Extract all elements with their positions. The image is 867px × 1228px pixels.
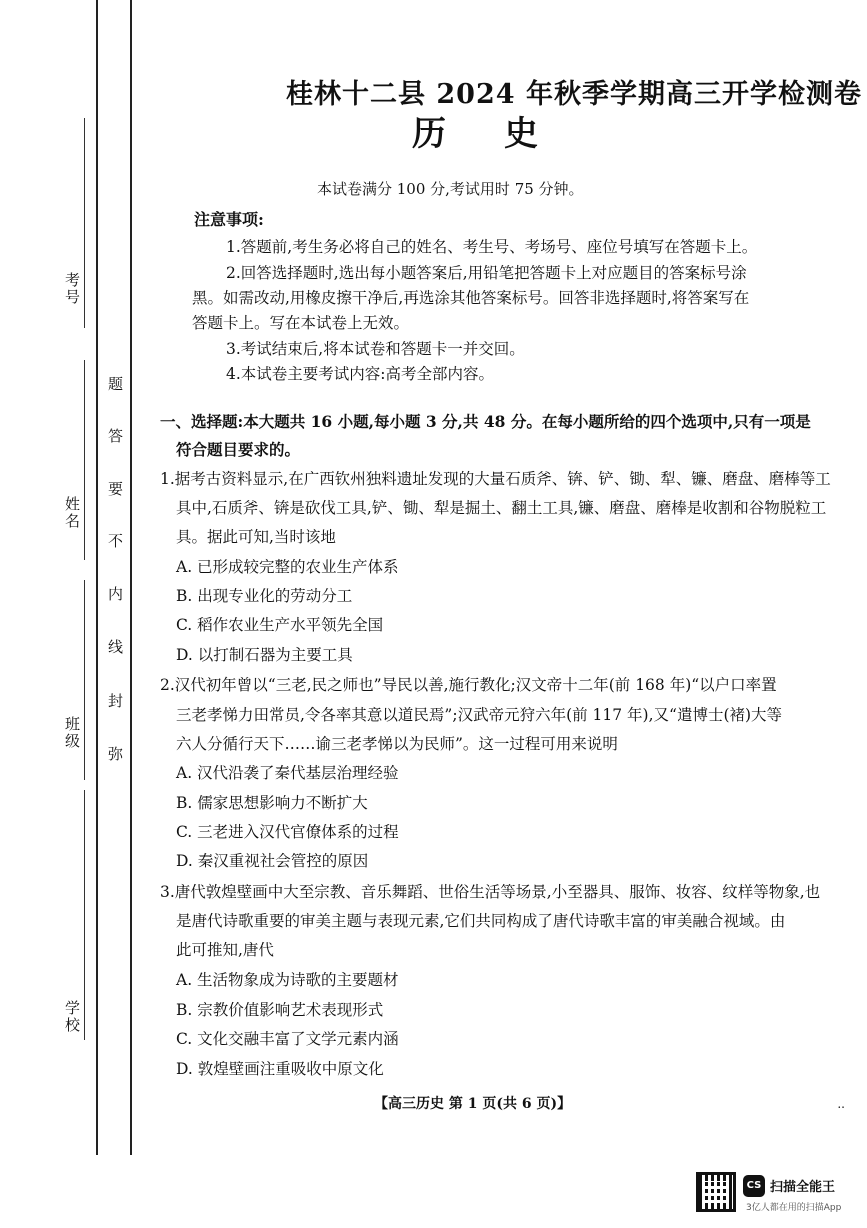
question-2-stem: 2.汉代初年曾以“三老,民之师也”导民以善,施行教化;汉文帝十二年(前 168 年)“以户口率置 <box>160 676 777 694</box>
question-1-option-b: B. 出现专业化的劳动分工 <box>176 587 353 605</box>
exam-title: 桂林十二县 2024 年秋季学期高三开学检测卷 <box>286 79 862 110</box>
question-1-stem: 具中,石质斧、锛是砍伐工具,铲、锄、犁是掘土、翻土工具,镰、磨盘、磨棒是收割和谷物脱粒工 <box>176 499 827 517</box>
notice-line: 3.考试结束后,将本试卷和答题卡一并交回。 <box>226 340 525 358</box>
question-2-option-b: B. 儒家思想影响力不断扩大 <box>176 794 368 812</box>
question-1-option-d: D. 以打制石器为主要工具 <box>176 646 353 664</box>
question-2-option-c: C. 三老进入汉代官僚体系的过程 <box>176 823 399 841</box>
school-underline <box>84 790 85 1040</box>
question-2-stem: 三老孝悌力田常员,令各率其意以道民焉”;汉武帝元狩六年(前 117 年),又“遣博士(褚)大等 <box>176 706 783 724</box>
seal-char: 内 <box>108 585 124 603</box>
question-3-stem: 是唐代诗歌重要的审美主题与表现元素,它们共同构成了唐代诗歌丰富的审美融合视域。由 <box>176 912 786 930</box>
notice-heading: 注意事项: <box>194 210 264 229</box>
notice-line: 2.回答选择题时,选出每小题答案后,用铅笔把答题卡上对应题目的答案标号涂 <box>226 264 747 282</box>
seal-char: 题 <box>108 375 124 393</box>
seal-char: 封 <box>108 692 124 710</box>
question-3-option-d: D. 敦煌壁画注重吸收中原文化 <box>176 1060 384 1078</box>
seal-char: 弥 <box>108 745 124 763</box>
notice-line: 答题卡上。写在本试卷上无效。 <box>192 314 410 332</box>
question-3-option-b: B. 宗教价值影响艺术表现形式 <box>176 1001 384 1019</box>
footer-dots: .. <box>837 1097 845 1111</box>
question-2-option-d: D. 秦汉重视社会管控的原因 <box>176 852 369 870</box>
question-3-option-a: A. 生活物象成为诗歌的主要题材 <box>176 971 399 989</box>
scanner-tagline: 3亿人都在用的扫描App <box>746 1203 842 1213</box>
question-3-stem: 此可推知,唐代 <box>176 941 274 959</box>
section-heading-cont: 符合题目要求的。 <box>176 440 301 459</box>
question-2-stem: 六人分循行天下……谕三老孝悌以为民师”。这一过程可用来说明 <box>176 735 618 753</box>
seal-char: 答 <box>108 427 124 445</box>
subject-title: 历史 <box>412 114 596 154</box>
exam-info: 本试卷满分 100 分,考试用时 75 分钟。 <box>317 180 584 198</box>
qr-code-icon <box>696 1172 736 1212</box>
notice-line: 4.本试卷主要考试内容:高考全部内容。 <box>226 365 495 383</box>
question-1-stem: 1.据考古资料显示,在广西钦州独料遗址发现的大量石质斧、锛、铲、锄、犁、镰、磨盘、磨棒等工 <box>160 470 831 488</box>
question-1-stem: 具。据此可知,当时该地 <box>176 528 336 546</box>
class-underline <box>84 580 85 780</box>
question-3-stem: 3.唐代敦煌壁画中大至宗教、音乐舞蹈、世俗生活等场景,小至器具、服饰、妆容、纹样等物象,也 <box>160 883 821 901</box>
seal-char: 要 <box>108 480 124 498</box>
camscanner-logo-icon: CS <box>743 1175 765 1197</box>
school-label: 学校 <box>63 1000 81 1034</box>
question-3-option-c: C. 文化交融丰富了文学元素内涵 <box>176 1030 399 1048</box>
seal-char: 不 <box>108 532 124 550</box>
page-footer: 【高三历史 第 1 页(共 6 页)】 <box>374 1096 572 1112</box>
notice-line: 黑。如需改动,用橡皮擦干净后,再选涂其他答案标号。回答非选择题时,将答案写在 <box>192 289 750 307</box>
name-underline <box>84 360 85 560</box>
seal-char: 线 <box>108 638 124 656</box>
name-label: 姓名 <box>63 496 81 530</box>
exam-number-underline <box>84 118 85 328</box>
question-1-option-c: C. 稻作农业生产水平领先全国 <box>176 616 384 634</box>
scanner-app-name: 扫描全能王 <box>770 1180 836 1195</box>
question-1-option-a: A. 已形成较完整的农业生产体系 <box>176 558 399 576</box>
binding-line-inner <box>130 0 132 1155</box>
binding-line-outer <box>96 0 98 1155</box>
exam-number-label: 考号 <box>63 272 81 306</box>
class-label: 班级 <box>63 716 81 750</box>
section-heading: 一、选择题:本大题共 16 小题,每小题 3 分,共 48 分。在每小题所给的四个选项中,只有一项是 <box>160 412 811 431</box>
question-2-option-a: A. 汉代沿袭了秦代基层治理经验 <box>176 764 399 782</box>
notice-line: 1.答题前,考生务必将自己的姓名、考生号、考场号、座位号填写在答题卡上。 <box>226 238 758 256</box>
